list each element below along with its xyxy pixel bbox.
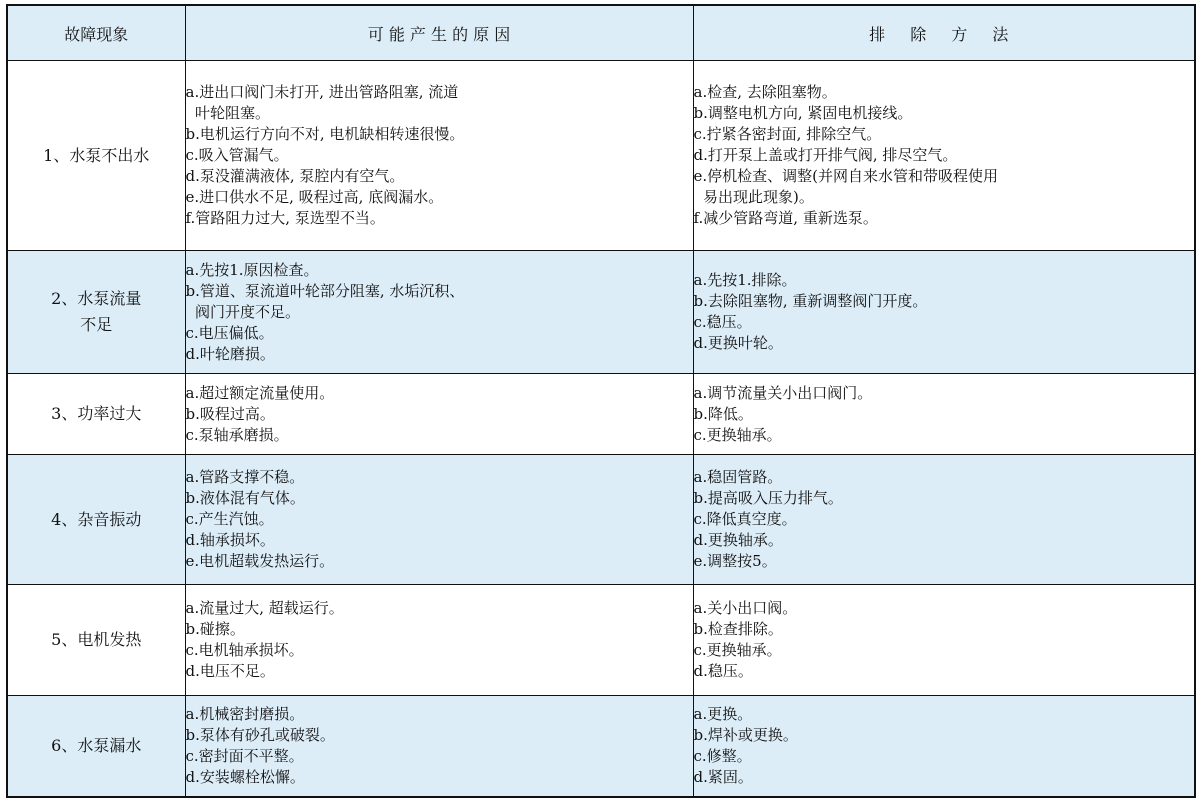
list-item: c.电压偏低。 [185,323,274,342]
symptom-cell [7,696,185,797]
list-item: c.拧紧各密封面, 排除空气。 [693,125,882,143]
troubleshooting-table [6,4,1196,798]
list-item: c.泵轴承磨损。 [185,425,289,444]
list-item: c.更换轴承。 [693,641,782,659]
list-item: 阀门开度不足。 [185,302,301,321]
cause-cell [185,374,693,455]
remedy-cell [693,455,1195,585]
list-item: c.降低真空度。 [693,510,797,528]
list-item: a.更换。 [693,704,753,723]
symptom-label: 5、电机发热 [51,630,142,649]
remedy-list [694,383,1195,446]
list-item: f.减少管路弯道, 重新选泵。 [693,209,878,227]
list-item: d.更换轴承。 [693,531,783,549]
header-cause [185,5,693,61]
list-item: b.泵体有砂孔或破裂。 [185,725,335,744]
list-item: c.稳压。 [693,313,752,331]
list-item: d.叶轮磨损。 [185,344,275,363]
list-item: b.去除阻塞物, 重新调整阀门开度。 [693,292,928,310]
remedy-list [694,467,1195,572]
list-item: e.调整按5。 [693,552,777,570]
list-item: c.产生汽蚀。 [185,510,274,528]
list-item: b.降低。 [693,404,753,423]
symptom-cell [7,61,185,251]
list-item: a.调节流量关小出口阀门。 [693,383,873,402]
remedy-list [694,270,1195,354]
list-item: b.电机运行方向不对, 电机缺相转速很慢。 [185,125,465,143]
list-item: d.紧固。 [693,767,753,786]
header-remedy-label: 排 除 方 法 [869,24,1019,44]
list-item: b.液体混有气体。 [185,489,305,507]
table-row [7,696,1195,797]
cause-list [186,260,693,365]
cause-cell [185,585,693,696]
table-row [7,585,1195,696]
list-item: c.电机轴承损坏。 [185,641,304,659]
symptom-cell [7,455,185,585]
list-item: a.进出口阀门未打开, 进出管路阻塞, 流道 [185,83,459,101]
symptom-cell [7,374,185,455]
list-item: d.电压不足。 [185,662,275,680]
list-item: b.焊补或更换。 [693,725,798,744]
list-item: c.更换轴承。 [693,425,782,444]
table-row [7,455,1195,585]
list-item: b.碰擦。 [185,620,245,638]
table-row [7,61,1195,251]
symptom-label: 1、水泵不出水 [43,145,150,165]
list-item: d.安装螺栓松懈。 [185,767,305,786]
list-item: c.密封面不平整。 [185,746,304,765]
list-item: a.流量过大, 超载运行。 [185,599,344,617]
header-symptom-label: 故障现象 [64,24,129,44]
list-item: d.打开泵上盖或打开排气阀, 排尽空气。 [693,146,958,164]
cause-list [186,383,693,446]
list-item: e.进口供水不足, 吸程过高, 底阀漏水。 [185,188,444,206]
header-symptom [7,5,185,61]
list-item: c.吸入管漏气。 [185,146,289,164]
cause-cell [185,455,693,585]
cause-cell [185,696,693,797]
symptom-cell [7,251,185,374]
list-item: 叶轮阻塞。 [185,104,271,122]
list-item: a.超过额定流量使用。 [185,383,335,402]
list-item: b.吸程过高。 [185,404,275,423]
list-item: d.更换叶轮。 [693,334,783,352]
list-item: f.管路阻力过大, 泵选型不当。 [185,209,385,227]
cause-list [186,82,693,229]
list-item: b.检查排除。 [693,620,783,638]
symptom-label: 2、水泵流量 [51,289,142,308]
list-item: b.管道、泵流道叶轮部分阻塞, 水垢沉积、 [185,281,465,300]
remedy-list [694,82,1195,229]
list-item: c.修整。 [693,746,752,765]
table-row [7,251,1195,374]
symptom-label-continued: 不足 [80,315,113,334]
list-item: d.稳压。 [693,662,753,680]
list-item: e.停机检查、调整(并网自来水管和带吸程使用 [693,167,998,185]
symptom-label: 4、杂音振动 [51,509,142,529]
cause-list [186,598,693,682]
list-item: a.管路支撑不稳。 [185,468,305,486]
list-item: a.先按1.排除。 [693,271,797,289]
header-remedy [693,5,1195,61]
remedy-list [694,598,1195,682]
symptom-cell [7,585,185,696]
cause-cell [185,61,693,251]
list-item: d.泵没灌满液体, 泵腔内有空气。 [185,167,405,185]
list-item: e.电机超载发热运行。 [185,552,335,570]
remedy-cell [693,585,1195,696]
header-cause-label: 可 能 产 生 的 原 因 [367,24,511,44]
remedy-cell [693,61,1195,251]
troubleshooting-table-wrapper [6,4,1194,798]
list-item: a.检查, 去除阻塞物。 [693,83,837,101]
header-row [7,5,1195,61]
remedy-cell [693,251,1195,374]
list-item: b.提高吸入压力排气。 [693,489,843,507]
list-item: a.机械密封磨损。 [185,704,305,723]
remedy-cell [693,374,1195,455]
symptom-label: 3、功率过大 [51,404,142,423]
list-item: a.关小出口阀。 [693,599,798,617]
cause-cell [185,251,693,374]
cause-list [186,467,693,572]
list-item: d.轴承损坏。 [185,531,275,549]
list-item: a.稳固管路。 [693,468,783,486]
list-item: b.调整电机方向, 紧固电机接线。 [693,104,913,122]
remedy-cell [693,696,1195,797]
list-item: 易出现此现象)。 [693,188,814,206]
list-item: a.先按1.原因检查。 [185,260,319,279]
table-row [7,374,1195,455]
cause-list [186,704,693,788]
symptom-label: 6、水泵漏水 [51,735,142,755]
remedy-list [694,704,1195,788]
